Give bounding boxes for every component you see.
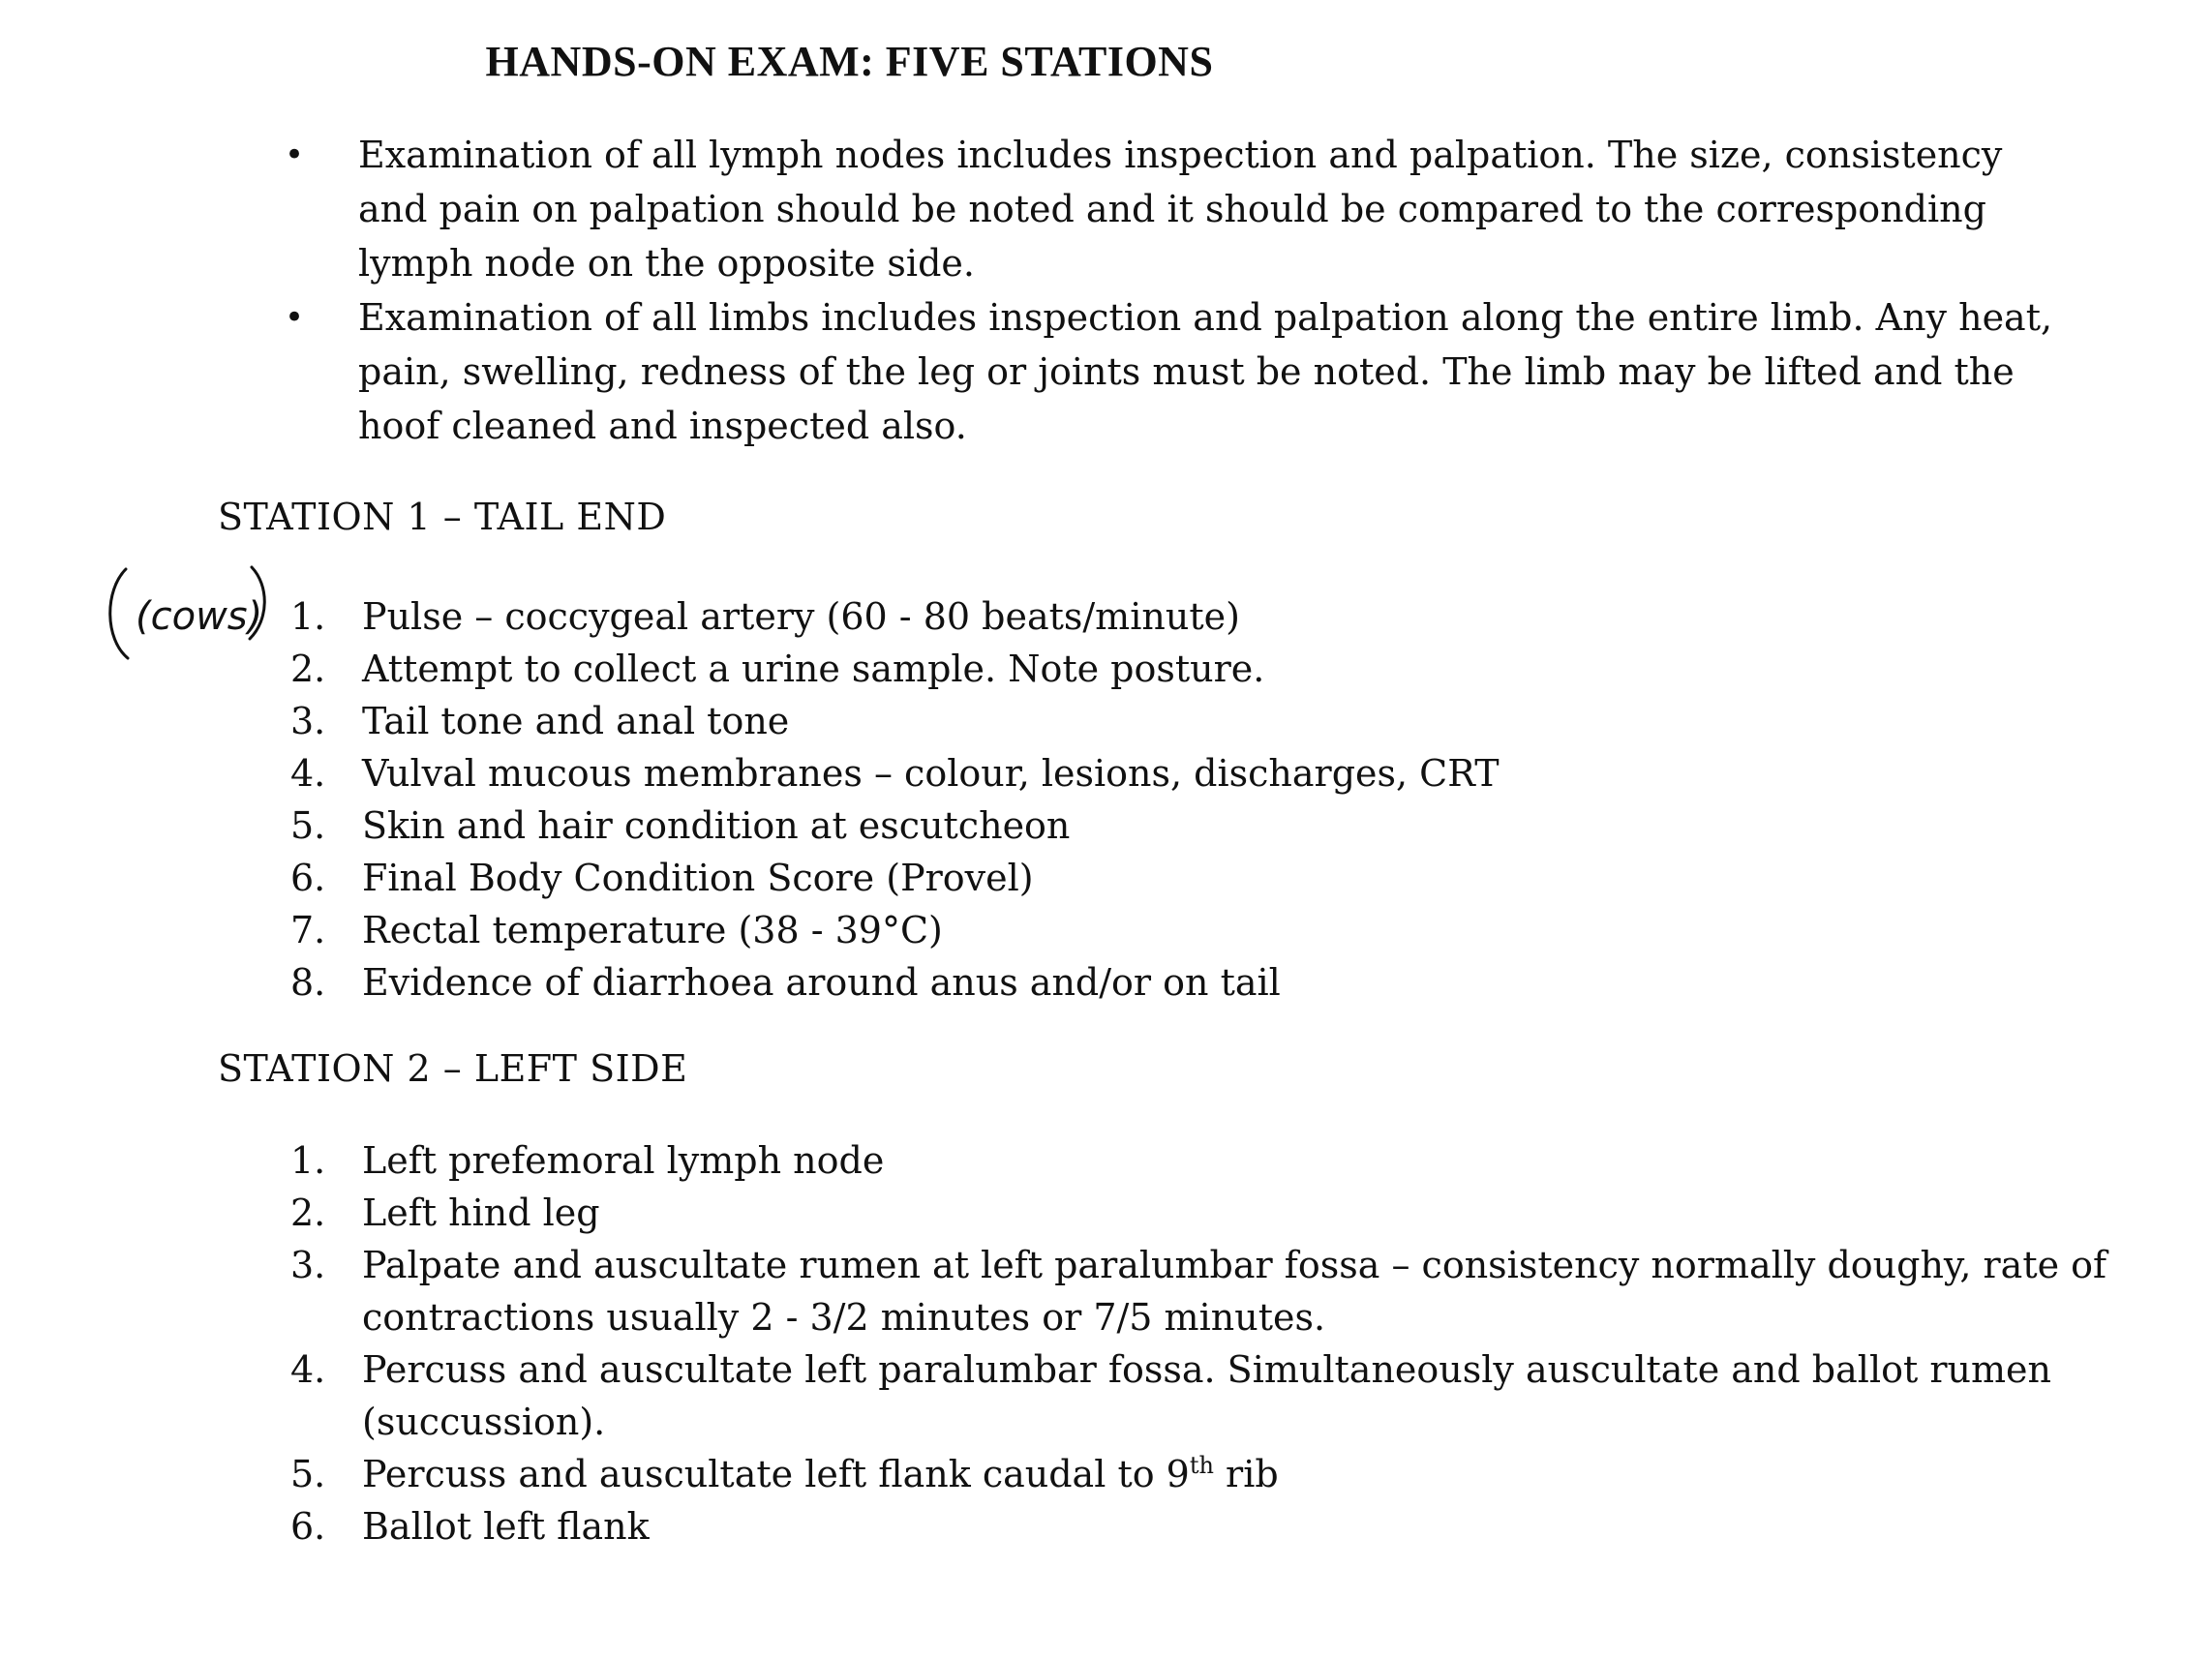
item-number: 5.: [290, 804, 326, 847]
station-2-heading: STATION 2 – LEFT SIDE: [218, 1047, 688, 1090]
handwritten-note-cows: [97, 561, 281, 668]
item-text: Percuss and auscultate left paralumbar fossa. Simultaneously auscultate and ballot rumen (succussion).: [362, 1348, 2051, 1443]
item-text: Percuss and auscultate left flank caudal to 9: [362, 1453, 1190, 1495]
item-text-suffix: rib: [1213, 1453, 1279, 1495]
item-number: 1.: [290, 1139, 326, 1182]
station-1-heading: STATION 1 – TAIL END: [218, 496, 667, 538]
list-item: [290, 1500, 2110, 1553]
list-item: [290, 1239, 2110, 1343]
list-item: [290, 956, 2110, 1009]
ordinal-superscript: th: [1189, 1452, 1214, 1479]
list-item: [290, 590, 2110, 643]
list-item: [290, 852, 2110, 904]
item-text: Ballot left flank: [362, 1505, 650, 1548]
item-text: Attempt to collect a urine sample. Note posture.: [362, 648, 1265, 690]
list-item: [290, 695, 2110, 747]
item-number: 3.: [290, 1244, 326, 1286]
page-title: HANDS-ON EXAM: FIVE STATIONS: [485, 38, 1214, 85]
item-number: 5.: [290, 1453, 326, 1495]
list-item: [290, 904, 2110, 956]
item-number: 2.: [290, 1191, 326, 1234]
handwritten-note-text: (cows): [136, 594, 263, 639]
item-number: 4.: [290, 752, 326, 795]
list-item: [290, 1448, 2110, 1500]
list-item: [290, 799, 2110, 852]
item-number: 8.: [290, 961, 326, 1004]
item-number: 6.: [290, 857, 326, 899]
item-text: Left prefemoral lymph node: [362, 1139, 885, 1182]
station-2-list: [290, 1134, 2110, 1553]
bullet-item: • Examination of all limbs includes inspection and palpation along the entire limb. Any heat, pain, swelling, redness of the leg or joints must be noted. The limb may be lifted and the hoof cleaned and inspected also.: [281, 290, 2081, 453]
item-text: Left hind leg: [362, 1191, 600, 1234]
item-number: 4.: [290, 1348, 326, 1391]
list-item: [290, 643, 2110, 695]
item-number: 7.: [290, 909, 326, 951]
list-item: [290, 1187, 2110, 1239]
item-number: 1.: [290, 595, 326, 638]
item-text: Tail tone and anal tone: [362, 700, 790, 742]
intro-bullet-list: [281, 128, 2081, 453]
item-text: Rectal temperature (38 - 39°C): [362, 909, 943, 951]
list-item: [290, 747, 2110, 799]
list-item: [290, 1134, 2110, 1187]
item-text: Final Body Condition Score (Provel): [362, 857, 1034, 899]
item-text: Vulval mucous membranes – colour, lesions, discharges, CRT: [362, 752, 1500, 795]
item-text: Evidence of diarrhoea around anus and/or on tail: [362, 961, 1281, 1004]
item-number: 3.: [290, 700, 326, 742]
list-item: [290, 1343, 2110, 1448]
item-text: Palpate and auscultate rumen at left paralumbar fossa – consistency normally doughy, rate of contractions usually 2 - 3/2 minutes or 7/5 minutes.: [362, 1244, 2107, 1339]
item-text: Skin and hair condition at escutcheon: [362, 804, 1071, 847]
item-number: 6.: [290, 1505, 326, 1548]
item-text: Pulse – coccygeal artery (60 - 80 beats/minute): [362, 595, 1240, 638]
item-number: 2.: [290, 648, 326, 690]
bullet-item: • Examination of all lymph nodes includes inspection and palpation. The size, consistency and pain on palpation should be noted and it should be compared to the corresponding lymph node on the opposite side.: [281, 128, 2081, 290]
station-1-list: [290, 590, 2110, 1009]
